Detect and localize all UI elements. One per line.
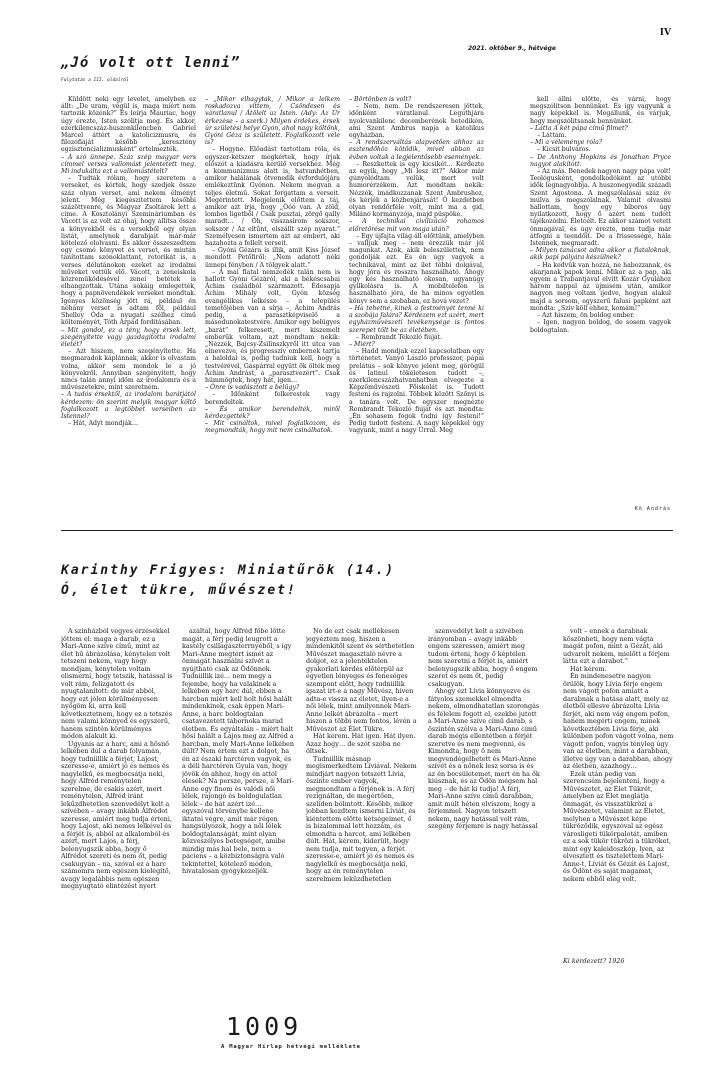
- story-column-4: [428, 628, 540, 971]
- paragraph: – Önre is vadásztott a belügy?: [205, 384, 300, 392]
- paragraph: – Hát, Adyt mondják…: [68, 420, 139, 428]
- paragraph: – És amikor berendelték, miről kérdezgették?: [205, 405, 340, 420]
- paragraph: – Ha kedvük van hozzá, ne habozzanak, és akarjanak papok lenni. Mikor az a pap, aki egyem a Trabantjával elvitt Kozár Gyulához három nappal az újmisém után, amikor nagyon meg voltam ijedve, hogyan alakul majd a sorsom, egyszerű falusi papként azt mondta: „Szív köll ehhez, komám!”: [530, 261, 671, 312]
- paragraph: – Nem, nem. De rendszeresen jöttek, időnként váratlanul. Leguthjára nyolcvankilenc decemberének hetedikén, ami Szent Ambrus napja a katolikus egyházban.: [349, 103, 484, 140]
- paragraph: Hát kérem. Hát igen. Hát ilyen. Azaz hogy… de szót szóba ne öltsek.: [306, 732, 416, 755]
- paragraph: – Mit gondol, ez a tény, hogy érsek lett, szegényítette vagy gazdagította irodalmi életét?: [61, 326, 196, 348]
- paragraph: – Tudták rólam, hogy szeretem a verseket, és kértek, hogy szedjek össze száz olyan verset, ami nekem élményt jelent. Még kiegészítettem későbbi százöttvenre, és Magyar Zsoltárok lett a címe. A Kosztolányi Szemináriumban és Vácott is az volt az óhaj, hogy állítsa össze a könyvekből és a versekből egy olyan listát, amelynek darabjait már-már kötelező elolvasni. És akkor összeszedtem egy csomó könyvet és verset, és miután tanítottam szónoklattant, retorikát is, a verses délutánokon ezeket az irodalmi műveket vettük elő. Vácott, a zeneiskola közreműködésével zenei betétek is elhangzottak. Utána sokáig emlegették, hogy a papnövendékek verseket mondtak. Igényes közönség jött rá, például én néhány verset is adtam föl, például Shelley Óda a nyugati szélhez című költeményét, Tóth Árpád fordításában.: [61, 175, 196, 327]
- paragraph: – A technikai civilizáció rohamos előretörése mit von maga után?: [349, 218, 484, 233]
- paragraph: – Láttam.: [537, 132, 567, 140]
- paragraph: Küldött neki egy levelet, amelyben ez állt: „De uram, végül is, maga miért nem tartozik közénk?” És leírja Mauriac, hogy úgy érezte, Isten szólítja meg. És akkor, ezerkilencszáz-huszonkilencben Gabriel Marcel áttért a katolicizmusra, és filozófiáját később „keresztény egzisztencializmusként” értelmezték.: [61, 96, 196, 154]
- story-signature: [563, 958, 675, 970]
- story-column-2: [182, 628, 294, 971]
- column-title: Karinthy Frigyes: Miniatűrök (14.): [61, 563, 396, 578]
- page-number: IV: [659, 28, 671, 38]
- paragraph: – Reszkettek is egy kicsikét… Kérdezte az egyik, hogy „Mi lesz itt?” Akkor már gúnyolódtam velük, mert volt humorérzékem. Azt mondtam nekik: Nézzék, imádkozzanak Szent Ambrushoz, és kérjék a közbenjárását! Ő kezdetben olyan rendőrféle volt, mint ma a gid, Milánó kormányzója, majd püspöke.: [349, 160, 484, 219]
- paragraph: – Azt hiszem, ön boldog ember.: [537, 312, 635, 320]
- paragraph: kell állni előtte, és várni, hogy megszólítson bennünket. És így vagyunk a nagy képekkel is. Megállunk, és várjuk, hogy megszólítsanak bennünket.: [530, 96, 671, 125]
- continuation-note: Folytatás a III. oldalról: [61, 78, 129, 83]
- paragraph: – A mai fiatal nemzedék talán nem is hallott Gyóni Gézáról, aki a békéscsabai Áchim családból származott. Édesapja Áchim Mihály volt, Gyón község evangélikus lelkésze – a település temetőjében van a sírja –, Áchim András pedig, a parasztképviselő a másodunokatestvére. Amikor egy belügyes „barát” felkeresett, mert kiszemelt emberük voltam, azt mondtam nekik: „Nézzék, Bajcsy-Zsilinszkyről itt utca van elnevezve, és progresszív embernek tartja a baloldal is, pedig tudniuk kell, hogy a testvérével, Gáspárral együtt ők ölték meg Áchim Andrást, a „parasztvezért”. Csak hümmögtek, hogy hát, igen…: [205, 268, 340, 384]
- paragraph: – „Mikor elhagytak, / Mikor a lelkem roskadozva vittem, / Csöndesen és váratlanul / Átölelt az Isten. (Ady: Az Úr érkezése – a szerk.) Milyen érdekes, érsek úr születési helye Gyón, ahol nagy költőnk, Gyóni Géza is született. Foglalkozott vele is?: [205, 96, 340, 147]
- article-column-3: [349, 96, 484, 516]
- paragraph: szenvedélyt kelt a szívében irányomban – avagy inkább engem szeressen, amiért meg tudom érteni, hogy ő képtelen nem szeretni a férjét is, amiért belenyugszik abba, hogy ő engem szeret és nem őt, pedig csakugyan.: [428, 628, 538, 688]
- paragraph: – Milyen tanácsot adna akkor a fiataloknak, akik papi pályára készülnek?: [530, 247, 671, 262]
- paragraph: – Mi a véleménye róla?: [530, 139, 603, 147]
- paragraph: – Az más. Benedek nagyon nagy pápa volt! Teológusként, gondolkodóként az utóbbi idők legnagyobbja. A huszonegyedik századi Szent Agostona. A megszólalásai száz év múlva is megszólalnak. Valamit olvasmi hallottam, hogy egy bíboros úgy nyilatkozott, hogy ő azért nem tudott tájékozódni. Életcélt. Ez akkor számot vetett önmagával, és úgy érezte, nem tudja már átfogni a teendőit. De a frissessége, hála Istennek, megmaradt.: [530, 168, 671, 248]
- paragraph: – Hadd mondjak ezzel kapcsolatban egy történetet. Vanyó László professzor, pápai prelátus – sok könyve jelent meg, görögül és latinul tökéletesen tudott –, ezerkilencszázhatvanhatban elvegezte a Képzőművészeti Főiskolát is. Tudott festeni és rajzolni. Többek között Szőnyi is a tanára volt. De egyszer megnézte Rembrandt Tékozló fiúját és azt mondta: „Én sohasem fogok tudni így festeni!” Pedig tudott festeni. A nagy képekkel úgy vagyunk, mint a nagy Úrral. Meg: [349, 348, 484, 435]
- paragraph: A színházból vegyes érzésekkel jöttem el: maga a darab, ez a Mari-Anne szíve című, mint az élet hű ábrázolása, kényteleп volt tetszeni nekem, vagy hogy mondjam, kénytelen voltam elismerni, hogy tetszik, hatással is volt rám, felizgatott és nyugtalanított: de már abból, hogy ezt jóleп körülményesen nyögöm ki, arra kell következtetnem, hogy ez a tetszés nem valami könnyed és egyszerű, hanem szintén körülményes módon alakult ki.: [61, 628, 173, 740]
- paragraph: – De Anthony Hopkins és Jonathan Pryce nagyot alakított.: [530, 153, 671, 168]
- paragraph: – Miért?: [349, 340, 375, 348]
- paragraph: – Időnként felkerestek vagy berendeltek.: [205, 391, 340, 406]
- paragraph: – Látta A két pápa című filmet?: [530, 124, 628, 132]
- paragraph: – Mit csináltok, mivel foglalkozom, és megmondták, hogy mit nem csinálhatok.: [205, 420, 340, 435]
- article-column-2: [205, 96, 340, 516]
- author-signature: [530, 506, 671, 518]
- story-column-5: [563, 628, 675, 956]
- paragraph: – Egy újfajta világ áll előttünk, amelyben – valljuk meg – nem érezzük már jól magunkat. Azok, akik beleszülettek, nem gondolják ezt. És én úgy vagyok a technikával, mint az ilet többi dolgával, hogy jóra és rosszra használható. Ahogy egy kés használható okosan, ugyanúgy gyilkolásra is. A mobiltelefon is használható jóra, de ha minos egyetlen könyv sem a szobában, ez hová vezet?: [349, 232, 484, 305]
- section-divider: [61, 530, 673, 531]
- paragraph: – A szó ünnepe. Száz szép magyar vers címmel verses vallomást jelentetett meg. Mi indukálta ezt a vallomástételt?: [61, 153, 196, 176]
- paragraph: volt – ennek a darabnak köszönheti, hogy nem vágta magát pofon, mint a Gézát, aki udvarolt nekem, mielőtt a férjem látta ezt a darabot.”: [563, 628, 670, 665]
- paragraph: – Börtönben is volt?: [349, 96, 412, 103]
- paragraph: – Ha tehetné, kinek a festményét tenné ki a szobája falára? Kérdezem ezt azért, mert egyházművészeti tevékenysége is fontos szerepet tölt be az életében.: [349, 304, 484, 334]
- paragraph: – Igen, nagyon boldog, de sosem vagyok boldogtalan.: [530, 319, 671, 334]
- paragraph: – Kicsit bulváros.: [537, 146, 591, 154]
- issue-number: 1009: [226, 1012, 303, 1041]
- paragraph: – Rembrandt Tékozló fiúját.: [356, 333, 443, 341]
- paragraph: – A rendszerváltás alapvetően ahhoz az esztendőhöz kötődik, mivel abban az évben voltak a legjelentősebb események.: [349, 139, 484, 161]
- paragraph: Hát kérem.: [570, 664, 607, 673]
- article-column-4: [530, 96, 671, 504]
- paragraph: Ahogy ezt Lívia könnyezve és fátyolos szemekkel elmondta nekem, elmondhatatlan szorongás és félelem fogott el, ezekbe jutott a Mari-Anne szíve című darab, s öszintén szólva a Mari-Anne című darab mégis ellentétben a férjét szeretve és nem megvenni, és Kimondta, hogy ő nem megvendégelhetett és Mari-Anne szívét és a nőnek lesz sorsa is és az én becsületemet, mert én ha ők kiúsznak, és az Ödön mégsem hal meg – de hát ki tudja! A férj, Mari-Anne szíve című darabban, amit múlt héten elviszem, hogy a férjemmel. Nagyon tetszett nekem, nagy hatással volt rám, szegény férjemre is nagy hatással: [428, 687, 540, 830]
- paragraph: – A tudós érsektől, az irodalom barátjától kérdezem: ön szerint melyik magyar költő foglalkozott a legtöbbet verseiben az Istennel?: [61, 391, 196, 420]
- paragraph: azáltal, hogy Alfréd főbe lőtte magát, a férj pedig leugrott a kastély csillagászterrnyéből, s így Mari-Anne megtért ismét az önmagát használni szívét a nyújtható csak az Ödönnek. Tudniillik izé… nem megy a fejembe, hogy ha valakinek a lelkében egy harc dúl, ebben a harcban miért kell holt hősi halált mindenkinek, csak éppen Mari-Anne, a harc boldogtalan csatavezetett tábornoka marad életben. És egyáltalán – miért halt hősi halált a Lajos meg az Alfréd a harcban, mely Mari-Anne lelkében dúlt? Nem értem ezt a dolgot, ha én az északi harctéren vagyok, és a déli harctéren Gyula van, hogy jövök én ahhoz, hogy én attól elesek? Na persze, persze, a Mari-Anne egy finom és valódi női lélek, rajongó és boldogulatlan lélek – de hát azért izé… egyszóval törvénybe kellene iktatni végre, amit már régen hangsúlyozok, hogy a női lélek boldogtalanságát, mint olyan közveszélyes betegséget, amibe mindig más hal bele, nem a páciens – a közbiztonságra való tekintettel, kötelező módon, hivatalosan gyógykezeljék.: [182, 628, 294, 875]
- issue-date: 2021. október 9., hétvége: [468, 45, 556, 52]
- column-subtitle: Ó, élet tükre, művészet!: [61, 583, 297, 598]
- story-signature-text: Ki kérdezett? 1926: [563, 958, 625, 965]
- paragraph: No de ezt csak mellékesen jegyeztem meg, hiszen a mindenkitől szent és sérthetetlen Művészet magasztaló névre a dolgot, ez a jelentéktelen gyakorlati kérdés előtérpül az egyetlen lényeges és feneséges szempont előtt, hogy tudniillik igazat írt-e a nagy Művész, hiven adta-e vissza az életet, ilyen-e a női lélek, mint amilyennek Mari-Anne lelkét ábrázolta – mert hiszen a többi nem fontos, lévén a Művészet az Élet Tükre.: [306, 628, 417, 733]
- paragraph: Én mindenesetre nagyon örülök, hogy Lívia férje engem nem vágott pofon amiatt a darabnak a hatása alatt, mely az életből ellesve ábrázolta Lívia férjét, aki nem vág engem pofon, hanem megérti engem, minek következtében Lívia férje, aki különben pofon vágott volna, nem vágott pofon, vagyis tényleg úgy van az életben, mint a darabban, illetve úgy van a darabban, ahogy az életben, azazhogy…: [563, 672, 674, 770]
- paragraph: Tudniillik másnap megismerkedtem Líviával. Nekem mindjárt nagyon tetszett Lívia, öszinte ember vagyok, megmondtam a férjének is. A férj rezignáltan, de megértően, szelíden bólintott. Később, mikor jobban kezdtem ismerni Líviát, és kiéntettem előtte kétségeimet, ő is bizalommal lett hozzám, és elmondta a harcot, ami lelkében dúlt. Hát, kérem, kiderült, hogy nem tudja, mit tegyen, a férjét szeresse-e, amiért jó és nemes és nagylelkű és megbocsátja neki, hogy az én reménytelen szerelmem lekűzdhetetlen: [306, 754, 417, 883]
- article-title: „Jó volt ott lenni”: [61, 55, 241, 71]
- article-column-1: [61, 96, 196, 516]
- paragraph: – Azt hiszem, nem szegényítette. Ha megmaradok káplánnak, akkor is olvastam volna, akkor sem mondok le a jó könyvekről. Annyiban szegényített, hogy nincs talán annyi időm az irodalomra és a művészetekre, mint szeretném.: [61, 348, 196, 392]
- paragraph: Ezek után pedig van szerencsém bejelenteni, hogy a Művészetet, az Élet Tükrét, amelyben az Élet meglátja önmagát, és visszatükrözi a Művészetet, valamint az Életet, melyben a Művészet képe tükröződik, egyszóval az egész városligeti tükörpalotát, amiben ez a sok tükör tükrözi a tükröket, mint egy kaleidoszkóp, lyen, az elvesztett és tisztelettem Mari-Anne-t, Líviát és Gézát és Lajost, és Ödönt és saját magamat, nekem ebből elég volt.: [563, 769, 671, 883]
- story-column-3: [306, 628, 418, 971]
- paragraph: – Gyóni Gézára is illik, amit Kiss József mondott Petőfiről: „Nem adatott néki ünnepi fényben / A tölgyek alatt.”: [205, 247, 340, 269]
- story-column-1: [61, 628, 173, 971]
- paragraph: – Hogyne. Előadást tartottam róla, és egyszer-kétszer megkértek, hogy írjak előszót a kiadásra kerülő versekhez. Még a kommunizmus alatt is, hatvanhétben, amikor halálának ötvenedik évfordulójára emlékeztünk Gyónon. Nekem megvan a teljes életmű. Sokat forgattam a verseit. Megérintett. Megjelenik előttem a táj, amikor azt írja, hogy „Óóó van. A zöld, lombos ligetből / Csak pusztai, zörgő gally maradt… / Óh, visszasírom sokszor, sokszor / Az eltűnt, elszállt szép nyarat.” Személyesen ismertem azt az embert, aki hazahozta a fellelt verseit.: [205, 146, 340, 248]
- paragraph: Ugyanis az a harc, ami a hősnő lelkében dúl a darab folyamán, hogy tudniillik a férjét, Lajost, szeresse-e, amiért jó és nemes és nagylelkű, és megbocsátja neki, hogy Alfréd reménytelen szerelme, de csakis azért, mert reménytelen, Alfréd iránt lekűzdhetetlen szenvedélyt kelt a szívében – avagy inkább Alfrédot szeresse, amiért meg tudja érteni, hogy Lajost, aki nemes lelkével és a férjét is, abból az alkalomból és azért, mert Lajos, a férj, belenyugszik abba, hogy ő Alfrédot szereti és nem őt, pedig csakugyan – na, szóval ez a harc számomra nem egészen kielégítő, avagy legalábbis nem egészen megnyugtató elintézést nyert: [61, 739, 172, 890]
- signature-text: Kő András: [634, 506, 671, 512]
- supplement-caption: A Magyar Hírlap hétvégi melléklete: [221, 1044, 361, 1050]
